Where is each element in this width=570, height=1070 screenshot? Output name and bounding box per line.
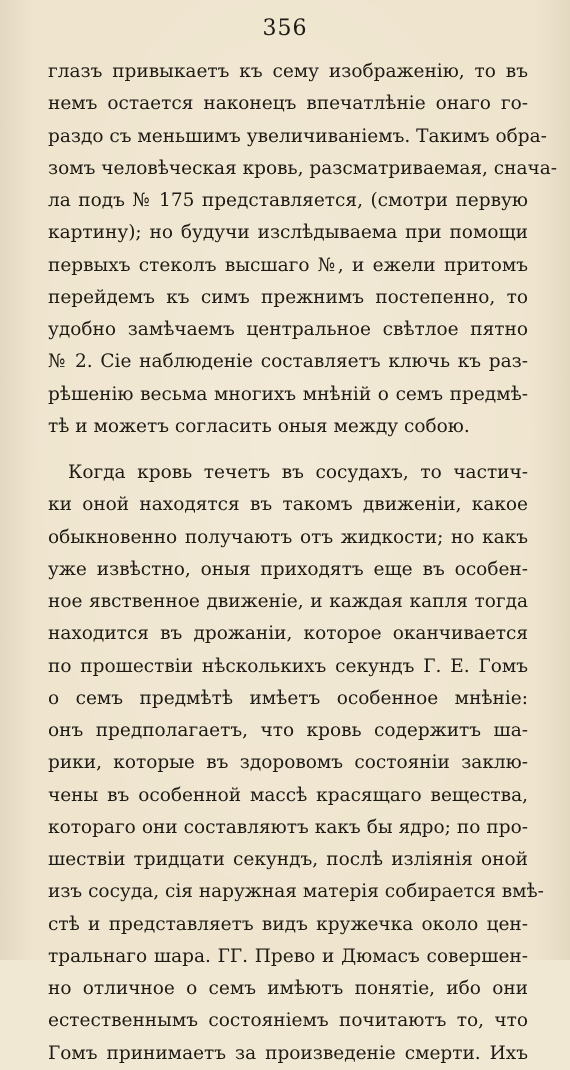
text-line: тѣ и можетъ согласить оныя между собою. xyxy=(48,415,470,437)
text-line: зомъ человѣческая кровь, разсматриваемая, снача- xyxy=(48,157,558,179)
text-line: картину); но будучи изслѣдываема при помощи xyxy=(48,222,528,244)
text-line: ла подъ № 175 представляется, (смотри первую xyxy=(48,190,528,211)
text-line: рики, которые въ здоровомъ состояніи заклю- xyxy=(48,752,528,774)
text-line: № 2. Сіе наблюденіе составляетъ ключь къ раз- xyxy=(48,351,528,373)
text-line: тральнаго шара. ГГ. Прево и Дюмасъ совершен- xyxy=(48,945,528,967)
text-line: но отличное о семъ имѣютъ понятіе, ибо они xyxy=(48,978,528,999)
text-line: котораго они составляютъ какъ бы ядро; по про- xyxy=(48,816,528,838)
text-line: естественнымъ состояніемъ почитаютъ то, что xyxy=(48,1010,528,1032)
paragraph-1 xyxy=(48,56,558,443)
text-line: уже извѣстно, оныя приходятъ еще въ особен- xyxy=(48,558,528,580)
paragraph-gap xyxy=(48,443,528,457)
text-line: перейдемъ къ симъ прежнимъ постепенно, то xyxy=(48,286,528,308)
text-line: Гомъ принимаетъ за произведеніе смерти. Ихъ xyxy=(48,1042,528,1064)
text-line: о семъ предмѣтѣ имѣетъ особенное мнѣніе: xyxy=(48,687,528,709)
text-line: обыкновенно получаютъ отъ жидкости; но какъ xyxy=(48,526,528,548)
text-line: изъ сосуда, сія наружная матерія собирается вмѣ- xyxy=(48,881,544,903)
text-line: ное явственное движеніе, и каждая капля тогда xyxy=(48,591,528,612)
text-line: находится въ дрожаніи, которое оканчивается xyxy=(48,623,528,645)
text-line: чены въ особенной массѣ красящаго вещества, xyxy=(48,784,528,806)
text-line: рѣшенію весьма многихъ мнѣній о семъ предмѣ- xyxy=(48,383,528,405)
text-line: онъ предполагаетъ, что кровь содержитъ ша- xyxy=(48,720,528,741)
text-line: немъ остается наконецъ впечатлѣніе онаго го- xyxy=(48,93,528,115)
text-line: по прошествіи нѣсколькихъ секундъ Г. Е. Гомъ xyxy=(48,655,528,677)
page-text xyxy=(48,56,558,1070)
text-line: удобно замѣчаемъ центральное свѣтлое пятно xyxy=(48,319,528,340)
text-line: шествіи тридцати секундъ, послѣ изліянія оной xyxy=(48,849,528,870)
text-line: стѣ и представляетъ видъ кружечка около цен- xyxy=(48,913,528,935)
page-number: 356 xyxy=(262,16,308,41)
paragraph-2 xyxy=(48,457,544,1070)
text-line: ки оной находятся въ такомъ движеніи, какое xyxy=(48,494,528,516)
text-line: глазъ привыкаетъ къ сему изображенію, то въ xyxy=(48,61,528,82)
text-line: раздо съ меньшимъ увеличиваніемъ. Такимъ обра- xyxy=(48,125,547,147)
text-line: Когда кровь течетъ въ сосудахъ, то частич- xyxy=(68,462,528,483)
text-line: первыхъ стеколъ высшаго №, и ежели притомъ xyxy=(48,254,528,276)
